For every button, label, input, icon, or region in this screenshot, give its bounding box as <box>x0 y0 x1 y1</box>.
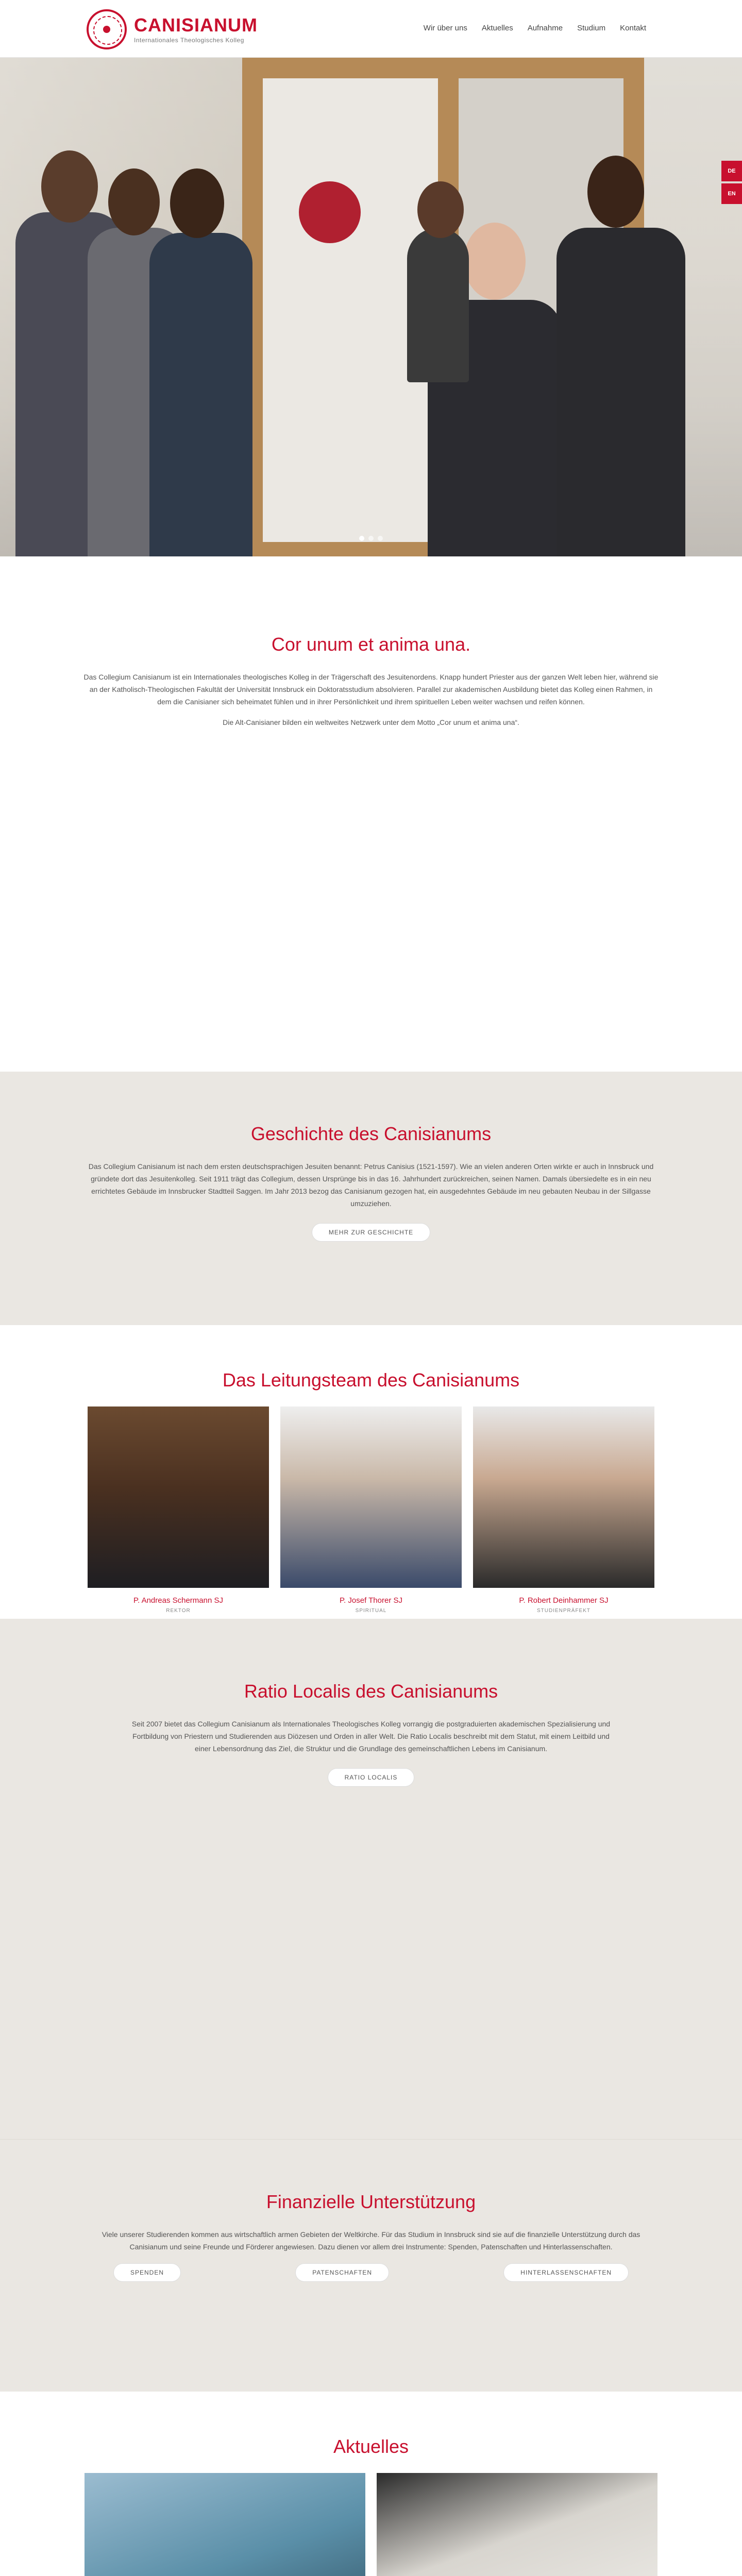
lang-de-button[interactable]: DE <box>721 161 742 181</box>
motto-text: Das Collegium Canisianum ist ein Internationales theologisches Kolleg in der Trägerschaft des Jesuitenordens. Knapp hundert Priester aus der ganzen Welt leben hier, während sie an der Katholisch-Theologischen Fakultät der Universität Innsbruck ein Doktoratsstudium absolvieren. Parallel zur akademischen Ausbildung bietet das Kolleg einen Rahmen, in dem die Canisianer sich beheimatet fühlen und in ihrer Persönlichkeit und ihrem spirituellen Leben weiter wachsen und reifen können. <box>83 673 659 706</box>
finanz-section <box>0 2139 742 2392</box>
finanz-text: Viele unserer Studierenden kommen aus wirtschaftlich armen Gebieten der Weltkirche. Für das Studium in Innsbruck sind sie auf die finanzielle Unterstützung durch das Canisianum und seine Freunde und Förderer angewiesen. Dazu dienen vor allem drei Instrumente: Spenden, Patenschaften und Hinterlassenschaften. <box>102 2230 640 2251</box>
motto-section <box>0 556 742 1072</box>
ratio-text: Seit 2007 bietet das Collegium Canisianum als Internationales Theologisches Kolleg vorrangig die postgraduierten akademischen Spezialisierung und Fortbildung von Priestern und Studierenden aus Diözesen und Orden in aller Welt. Die Ratio Localis beschreibt mit dem Statut, mit einem Leitbild und einer Lebensordnung das Ziel, die Struktur und die Grundlage des gemeinschaftlichen Lebens im Canisianum. <box>131 1720 611 1753</box>
door-logo-icon <box>299 181 361 243</box>
team-photo <box>473 1406 654 1588</box>
team-member-name: P. Josef Thorer SJ <box>339 1596 402 1605</box>
team-member-name: P. Robert Deinhammer SJ <box>519 1596 609 1605</box>
slider-dots <box>359 536 383 541</box>
team-member-card[interactable] <box>473 1406 654 1614</box>
hinterlassenschaften-button[interactable]: HINTERLASSENSCHAFTEN <box>503 2263 629 2282</box>
motto-text-2: Die Alt-Canisianer bilden ein weltweites Netzwerk unter dem Motto „Cor unum et anima una“. <box>223 718 519 726</box>
team-photo <box>88 1406 269 1588</box>
logo-subtitle: Internationales Theologisches Kolleg <box>134 37 244 44</box>
logo-name: CANISIANUM <box>134 14 258 36</box>
spenden-button[interactable]: SPENDEN <box>113 2263 181 2282</box>
team-member-role: SPIRITUAL <box>355 1608 387 1614</box>
team-member-card[interactable] <box>280 1406 462 1614</box>
ratio-section <box>0 1619 742 2139</box>
news-tile[interactable] <box>85 2473 365 2576</box>
team-member-role: REKTOR <box>166 1608 191 1614</box>
mehr-geschichte-button[interactable]: MEHR ZUR GESCHICHTE <box>312 1223 430 1242</box>
nav-link-kontakt[interactable]: Kontakt <box>620 24 646 32</box>
ratio-localis-button[interactable]: RATIO LOCALIS <box>328 1768 415 1787</box>
team-member-role: STUDIENPRÄFEKT <box>536 1608 591 1614</box>
finanz-title: Finanzielle Unterstützung <box>266 2191 476 2212</box>
hero-slider[interactable] <box>0 58 742 556</box>
geschichte-section <box>0 1072 742 1325</box>
slider-dot-3[interactable] <box>378 536 383 541</box>
team-member-name: P. Andreas Schermann SJ <box>133 1596 223 1605</box>
geschichte-text: Das Collegium Canisianum ist nach dem ersten deutschsprachigen Jesuiten benannt: Petrus Canisius (1521-1597). Wie an vielen anderen Orten wirkte er auch in Innsbruck und gründete dort das Jesuitenkolleg. Seit 1911 trägt das Collegium, dessen Ursprünge bis in das 16. Jahrhundert zurückreichen, seinen Namen. Damals übersiedelte es in ein neu errichtetes Gebäude im Innsbrucker Stadtteil Saggen. Im Jahr 2013 bezog das Canisianum gezogen hat, ein ausgedehntes Gebäude im neu gebauten Neubau in der Sillgasse umzuziehen. <box>88 1162 654 1208</box>
language-switcher <box>721 161 742 206</box>
aktuelles-section <box>0 2392 742 2576</box>
news-tile[interactable] <box>377 2473 657 2576</box>
nav-link-wir-ueber-uns[interactable]: Wir über uns <box>423 24 467 32</box>
site-header <box>0 0 742 58</box>
patenschaften-button[interactable]: PATENSCHAFTEN <box>295 2263 389 2282</box>
nav-link-studium[interactable]: Studium <box>577 24 606 32</box>
team-member-card[interactable] <box>88 1406 269 1614</box>
logo-icon <box>87 9 127 49</box>
slider-dot-1[interactable] <box>359 536 364 541</box>
aktuelles-title: Aktuelles <box>333 2436 409 2457</box>
motto-title: Cor unum et anima una. <box>271 634 471 655</box>
lang-en-button[interactable]: EN <box>721 183 742 204</box>
slider-dot-2[interactable] <box>368 536 374 541</box>
main-nav <box>424 24 646 32</box>
nav-link-aktuelles[interactable]: Aktuelles <box>481 24 513 32</box>
team-section <box>0 1325 742 1619</box>
logo[interactable] <box>87 9 258 49</box>
geschichte-title: Geschichte des Canisianums <box>250 1123 492 1144</box>
team-photo <box>280 1406 462 1588</box>
nav-link-aufnahme[interactable]: Aufnahme <box>527 24 563 32</box>
ratio-title: Ratio Localis des Canisianums <box>244 1681 498 1702</box>
team-title: Das Leitungsteam des Canisianums <box>222 1369 520 1391</box>
